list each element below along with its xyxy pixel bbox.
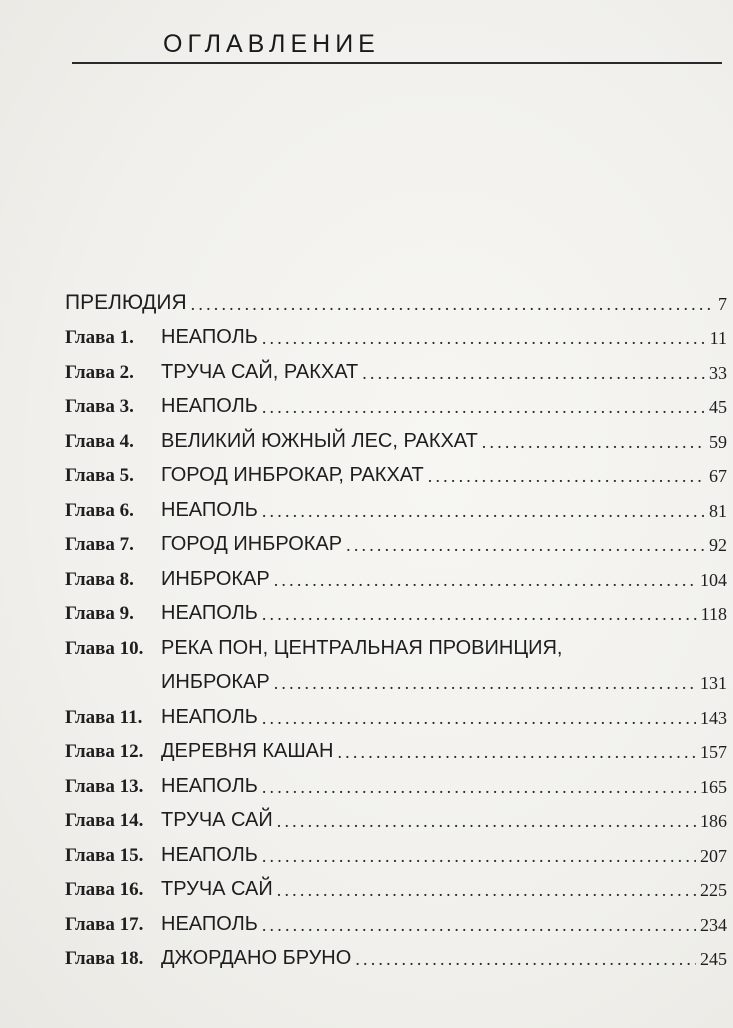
chapter-title: РЕКА ПОН, ЦЕНТРАЛЬНАЯ ПРОВИНЦИЯ, <box>161 636 563 659</box>
toc-entry <box>65 623 727 658</box>
toc-entry-continuation <box>65 658 727 693</box>
toc-entry <box>65 830 727 865</box>
dot-leader <box>337 743 696 761</box>
chapter-title: ГОРОД ИНБРОКАР, РАКХАТ <box>161 464 424 486</box>
page-number: 67 <box>709 466 727 486</box>
chapter-number: Глава 10. <box>65 637 144 659</box>
toc-entry <box>65 485 727 520</box>
chapter-number: Глава 12. <box>65 741 144 762</box>
dot-leader <box>262 329 706 347</box>
toc-entry <box>65 451 727 486</box>
page-number: 104 <box>700 569 727 590</box>
dot-leader <box>262 847 696 865</box>
toc-entry <box>65 865 727 900</box>
chapter-number: Глава 8. <box>65 568 134 590</box>
page-number: 165 <box>700 776 727 797</box>
page-number: 245 <box>700 949 727 969</box>
page-title: ОГЛАВЛЕНИЕ <box>163 30 380 58</box>
dot-leader <box>262 916 696 934</box>
chapter-title-continued: ИНБРОКАР <box>161 671 270 693</box>
dot-leader <box>274 571 696 589</box>
toc-entry-prelude <box>65 278 727 313</box>
toc-entry <box>65 761 727 796</box>
dot-leader <box>191 295 714 313</box>
toc-entry <box>65 727 727 762</box>
chapter-title: НЕАПОЛЬ <box>161 602 258 624</box>
chapter-title: ДЕРЕВНЯ КАШАН <box>161 740 334 762</box>
dot-leader <box>428 467 705 485</box>
dot-leader <box>355 950 696 968</box>
page-number: 157 <box>700 742 727 762</box>
chapter-title: НЕАПОЛЬ <box>161 395 258 417</box>
chapter-number: Глава 6. <box>65 499 134 521</box>
chapter-number: Глава 5. <box>65 465 134 486</box>
page-number: 33 <box>709 362 727 383</box>
page-number: 59 <box>709 431 727 452</box>
chapter-number: Глава 11. <box>65 706 143 728</box>
chapter-number: Глава 15. <box>65 844 144 866</box>
toc-entry <box>65 382 727 417</box>
chapter-number: Глава 13. <box>65 775 144 797</box>
dot-leader <box>262 709 696 727</box>
chapter-title: ДЖОРДАНО БРУНО <box>161 947 352 969</box>
toc-entry <box>65 899 727 934</box>
chapter-title: НЕАПОЛЬ <box>161 498 258 521</box>
title-underline <box>72 62 722 64</box>
toc-entry <box>65 554 727 589</box>
chapter-number: Глава 3. <box>65 396 134 417</box>
toc-entry <box>65 416 727 451</box>
page-number: 131 <box>700 673 727 693</box>
dot-leader <box>262 778 696 796</box>
page-number: 11 <box>709 328 727 348</box>
chapter-number: Глава 1. <box>65 327 134 348</box>
chapter-title: ВЕЛИКИЙ ЮЖНЫЙ ЛЕС, РАКХАТ <box>161 429 478 452</box>
toc-entry <box>65 589 727 624</box>
dot-leader <box>482 433 705 451</box>
toc-entry <box>65 796 727 831</box>
dot-leader <box>346 536 705 554</box>
chapter-title: НЕАПОЛЬ <box>161 326 258 348</box>
chapter-title: ПРЕЛЮДИЯ <box>65 290 187 314</box>
chapter-number: Глава 17. <box>65 913 144 935</box>
chapter-number: Глава 9. <box>65 603 134 624</box>
page-number: 45 <box>709 397 727 417</box>
page-number: 143 <box>700 707 727 728</box>
page-number: 225 <box>700 880 727 900</box>
chapter-number: Глава 4. <box>65 430 134 452</box>
toc-entry <box>65 934 727 969</box>
chapter-title: НЕАПОЛЬ <box>161 843 258 866</box>
page-number: 207 <box>700 845 727 866</box>
page-number: 186 <box>700 811 727 831</box>
chapter-title: ИНБРОКАР <box>161 567 270 590</box>
chapter-number: Глава 18. <box>65 948 144 969</box>
toc-entry <box>65 692 727 727</box>
chapter-title: ГОРОД ИНБРОКАР <box>161 533 343 555</box>
toc-entry <box>65 520 727 555</box>
table-of-contents <box>65 278 727 968</box>
chapter-title: НЕАПОЛЬ <box>161 774 258 797</box>
dot-leader <box>262 398 705 416</box>
toc-entry <box>65 347 727 382</box>
page-number: 92 <box>709 535 727 555</box>
chapter-number: Глава 16. <box>65 879 144 900</box>
page-number: 7 <box>718 293 727 314</box>
chapter-title: ТРУЧА САЙ <box>161 878 273 900</box>
page-number: 81 <box>709 500 727 521</box>
chapter-number: Глава 14. <box>65 810 144 831</box>
dot-leader <box>277 812 696 830</box>
page-number: 234 <box>700 914 727 935</box>
dot-leader <box>262 605 697 623</box>
dot-leader <box>262 502 705 520</box>
page-number: 118 <box>700 604 727 624</box>
chapter-title: ТРУЧА САЙ, РАКХАТ <box>161 360 359 383</box>
chapter-title: НЕАПОЛЬ <box>161 912 258 935</box>
chapter-number: Глава 2. <box>65 361 134 383</box>
chapter-title: ТРУЧА САЙ <box>161 809 273 831</box>
toc-entry <box>65 313 727 348</box>
chapter-number: Глава 7. <box>65 534 134 555</box>
dot-leader <box>277 881 696 899</box>
dot-leader <box>274 674 696 692</box>
chapter-title: НЕАПОЛЬ <box>161 705 258 728</box>
dot-leader <box>362 364 705 382</box>
